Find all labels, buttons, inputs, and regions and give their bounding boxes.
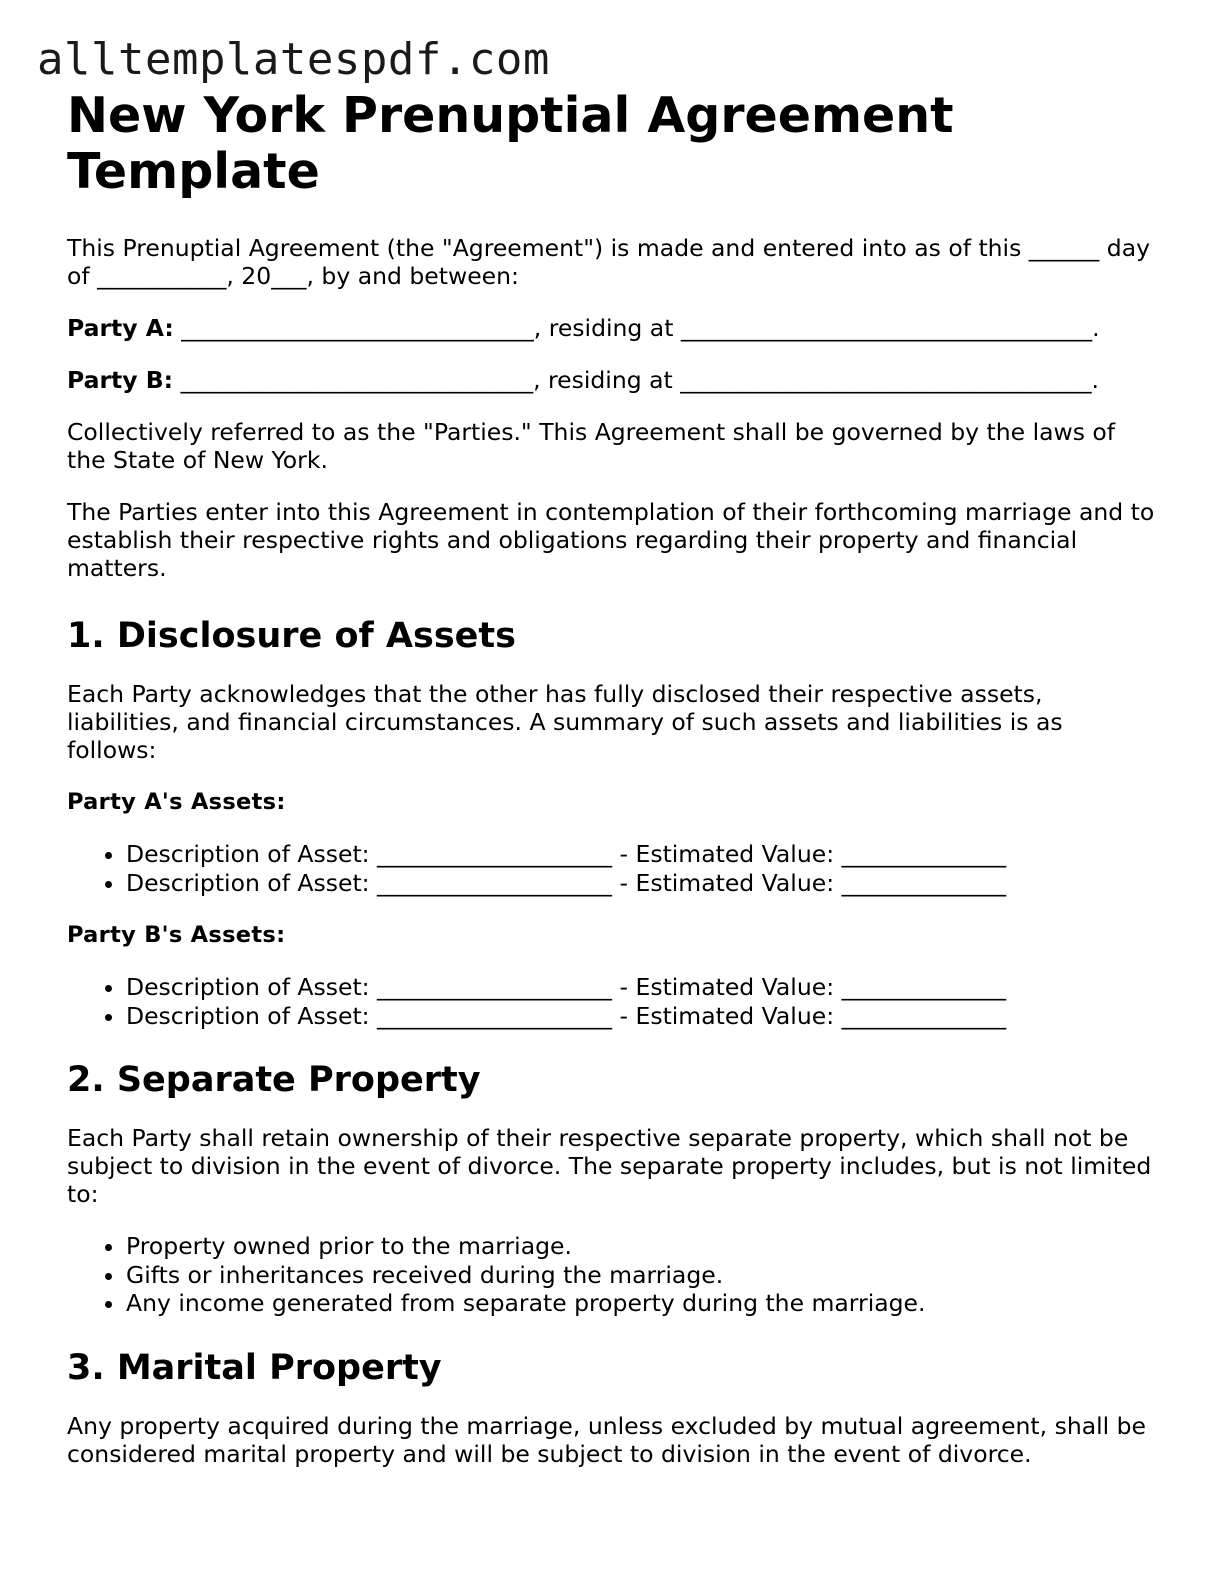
- list-item: • Description of Asset: ____________________ - Estimated Value: ______________: [126, 973, 1157, 1002]
- list-item: • Description of Asset: ____________________ - Estimated Value: ______________: [126, 869, 1157, 898]
- page-title: New York Prenuptial Agreement Template: [67, 87, 954, 200]
- party-b-line: [67, 366, 1157, 394]
- list-item: • Description of Asset: ____________________ - Estimated Value: ______________: [126, 840, 1157, 869]
- section-1-heading: 1. Disclosure of Assets: [67, 616, 516, 656]
- intro-paragraph: This Prenuptial Agreement (the "Agreement") is made and entered into as of this ______ day of ___________, 20___, by and between:: [67, 234, 1150, 290]
- party-b-assets-list: [67, 973, 1157, 1030]
- party-a-label: Party A:: [67, 314, 174, 342]
- list-item: • Description of Asset: ____________________ - Estimated Value: ______________: [126, 1002, 1157, 1031]
- section-2-heading: 2. Separate Property: [67, 1060, 481, 1100]
- party-b-fields: ______________________________, residing at ___________________________________.: [173, 366, 1099, 394]
- party-a-line: [67, 314, 1157, 342]
- purpose-paragraph: The Parties enter into this Agreement in contemplation of their forthcoming marriage and to establish their respective rights and obligations regarding their property and financial matters.: [67, 498, 1155, 582]
- party-b-assets-heading: Party B's Assets:: [67, 922, 286, 948]
- party-a-fields: ______________________________, residing at ___________________________________.: [173, 314, 1100, 342]
- document-page: [67, 88, 1157, 1492]
- section-2-body: Each Party shall retain ownership of their respective separate property, which shall not be subject to division in the event of divorce. The separate property includes, but is not limited to:: [67, 1124, 1152, 1208]
- section-3-body: Any property acquired during the marriage, unless excluded by mutual agreement, shall be considered marital property and will be subject to division in the event of divorce.: [67, 1411, 1147, 1468]
- section-1-body: Each Party acknowledges that the other has fully disclosed their respective assets, liabilities, and financial circumstances. A summary of such assets and liabilities is as follows:: [67, 680, 1063, 764]
- party-b-label: Party B:: [67, 366, 174, 394]
- list-item: • Any income generated from separate property during the marriage.: [126, 1289, 1157, 1318]
- party-a-assets-heading: Party A's Assets:: [67, 789, 286, 815]
- list-item: • Property owned prior to the marriage.: [126, 1232, 1157, 1261]
- collective-paragraph: Collectively referred to as the "Parties." This Agreement shall be governed by the laws of the State of New York.: [67, 418, 1116, 474]
- party-a-assets-list: [67, 840, 1157, 897]
- watermark: alltemplatespdf.com: [37, 34, 550, 85]
- list-item: • Gifts or inheritances received during the marriage.: [126, 1261, 1157, 1290]
- separate-property-list: [67, 1232, 1157, 1318]
- section-3-heading: 3. Marital Property: [67, 1347, 442, 1388]
